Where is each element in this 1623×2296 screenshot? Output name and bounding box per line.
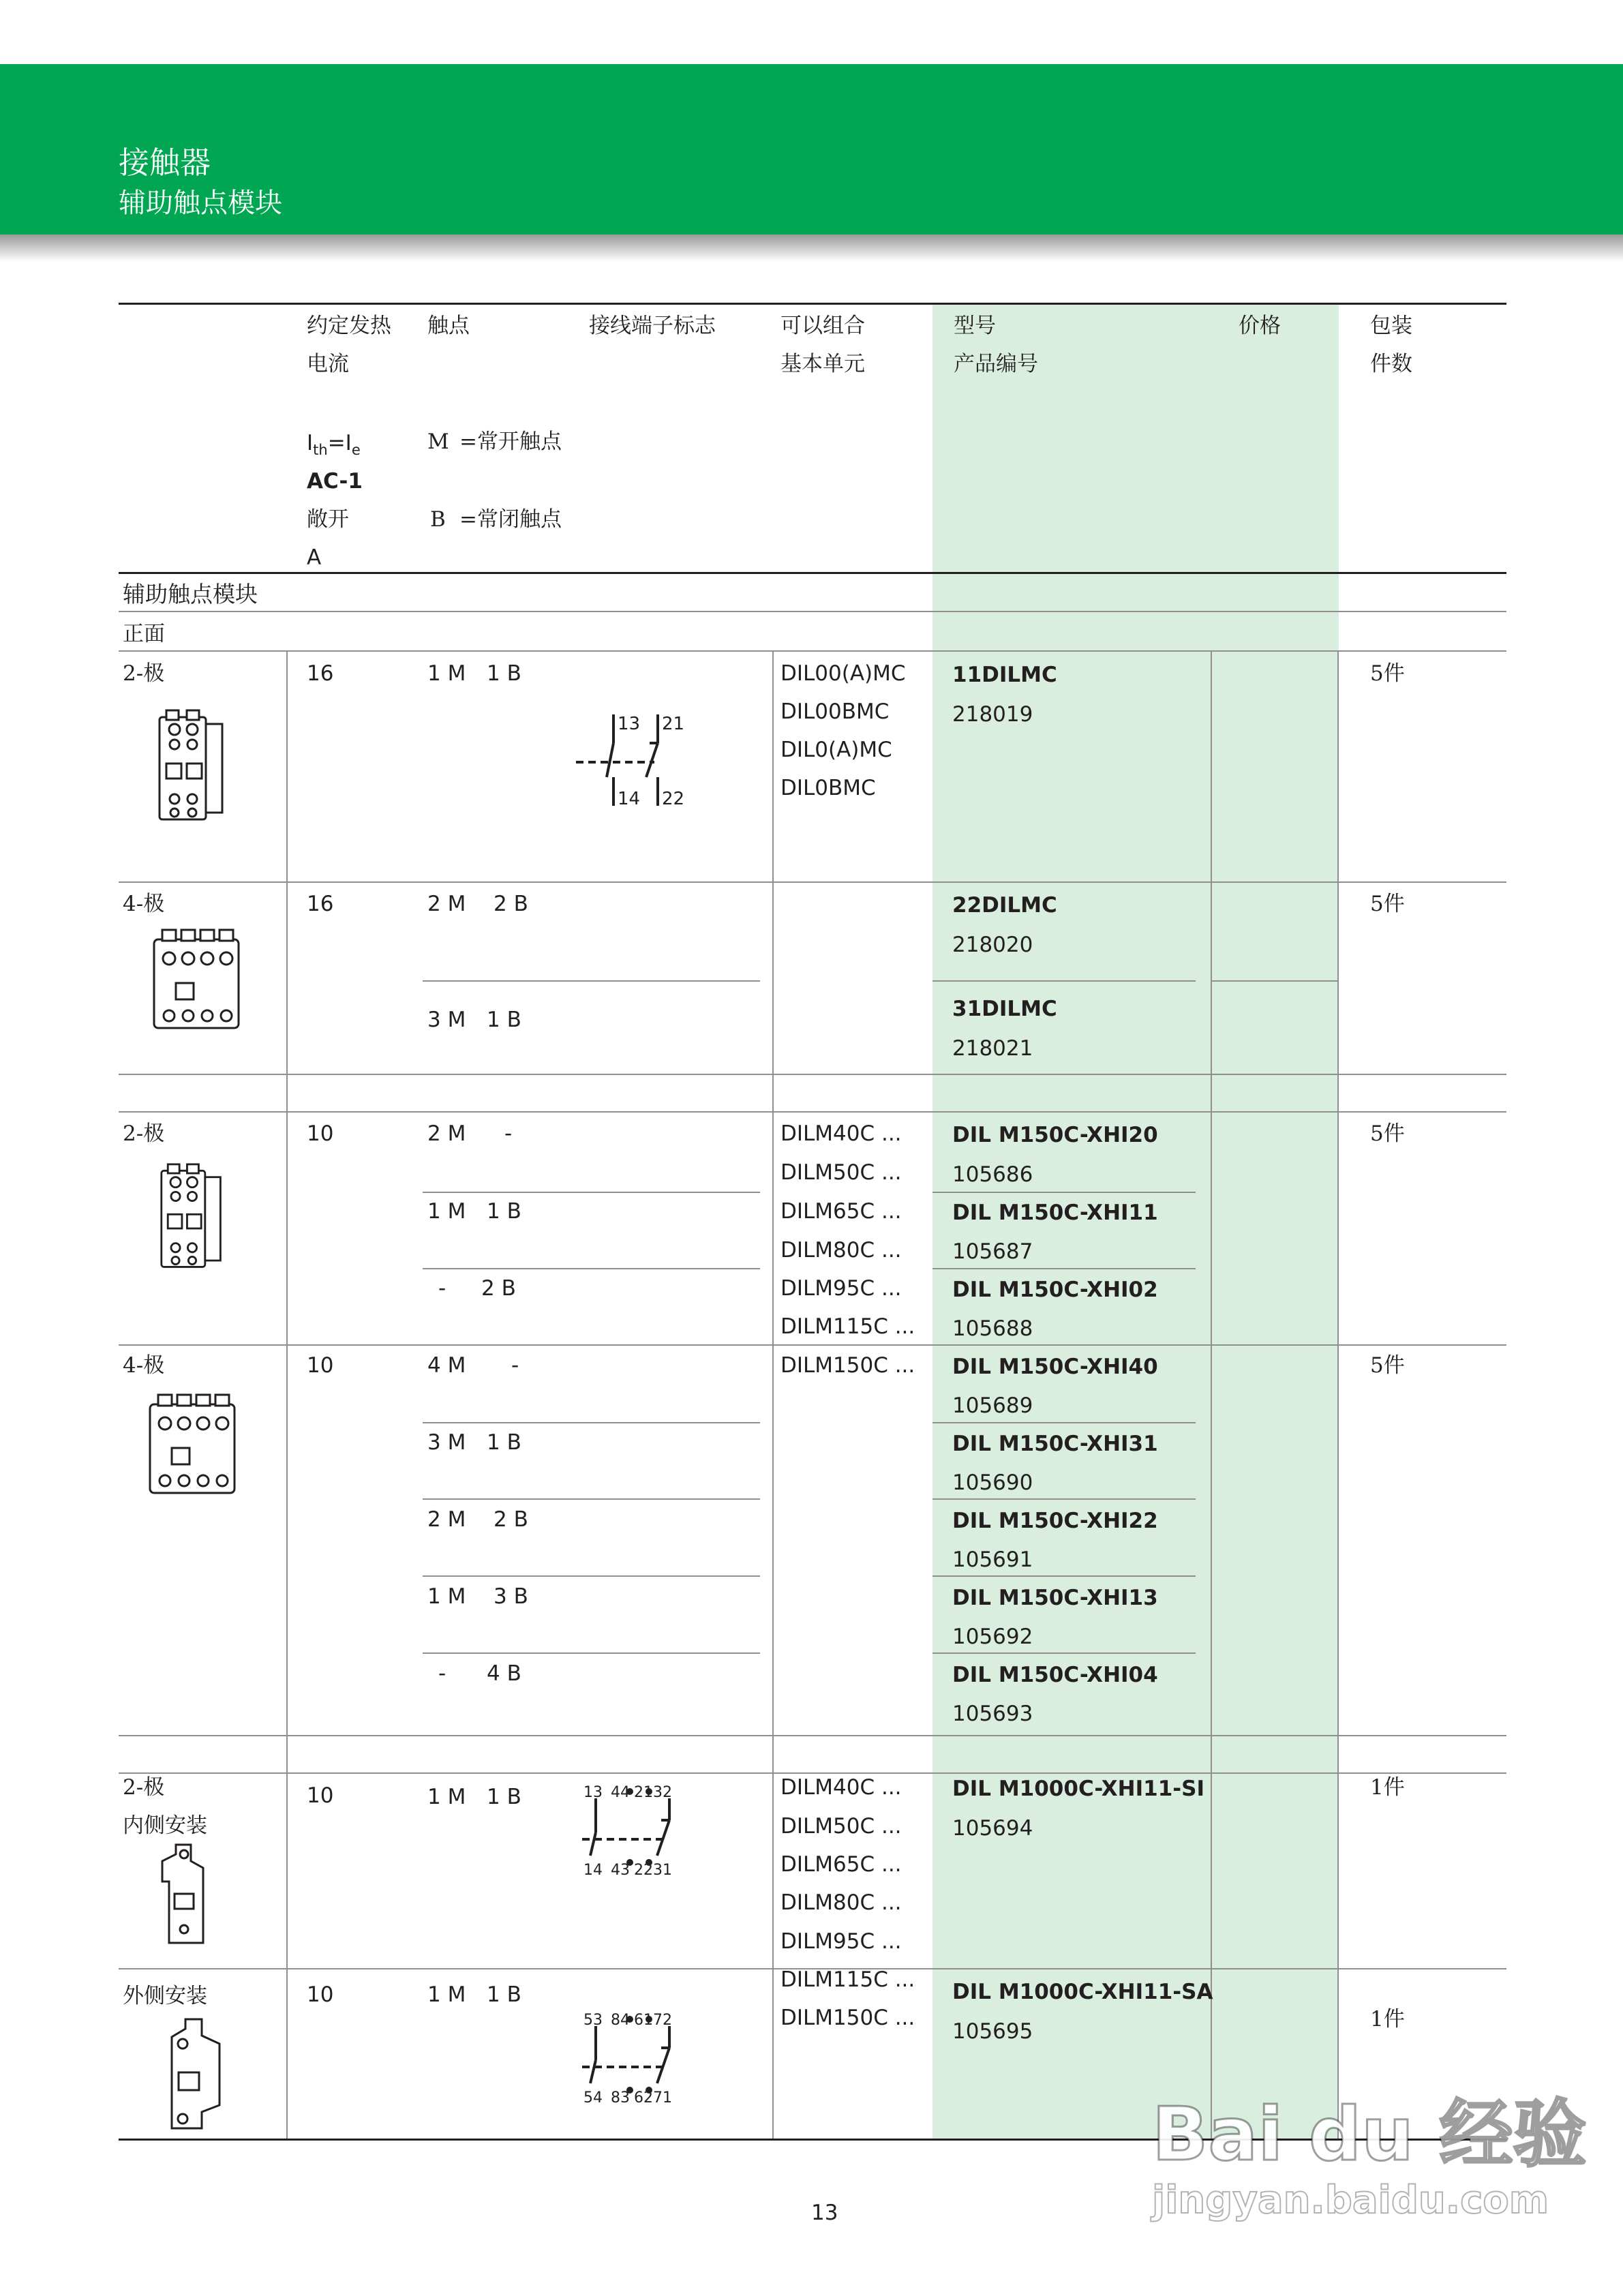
row-label: 4-极 — [123, 1353, 165, 1378]
section-title: 辅助触点模块 — [123, 581, 258, 607]
module-side-outer-image — [158, 2016, 233, 2132]
type-code: DIL M150C-XHI11 — [952, 1200, 1158, 1225]
row-rule — [423, 1498, 760, 1500]
contact-m: 2 M — [427, 1507, 466, 1532]
rated-current: 16 — [307, 661, 334, 686]
contact-b: 2 B — [494, 1507, 528, 1532]
rated-current: 16 — [307, 892, 334, 916]
col-type-1: 型号 — [954, 314, 996, 338]
row-rule — [932, 1575, 1196, 1577]
row-rule — [932, 1498, 1196, 1500]
combo-unit: DILM80C ... — [780, 1890, 902, 1915]
order-number: 105694 — [952, 1816, 1033, 1841]
pack-quantity: 1件 — [1370, 2007, 1405, 2031]
contact-b: 4 B — [487, 1661, 521, 1686]
type-code: DIL M150C-XHI20 — [952, 1123, 1158, 1147]
type-code: DIL M1000C-XHI11-SA — [952, 1980, 1213, 2004]
svg-text:53: 53 — [583, 2012, 603, 2029]
row-rule — [932, 980, 1196, 982]
legend-ith: $I_{th}=I_e$ — [307, 431, 361, 459]
type-code: DIL M150C-XHI40 — [952, 1355, 1158, 1379]
svg-text:43: 43 — [611, 1862, 630, 1879]
contact-m: 1 M — [427, 661, 466, 686]
legend-b-desc: =常闭触点 — [459, 507, 562, 532]
svg-text:14: 14 — [618, 789, 641, 809]
row-rule — [119, 1111, 1506, 1113]
page-title: 接触器 — [119, 145, 211, 181]
svg-text:22: 22 — [634, 1862, 653, 1879]
row-label: 2-极 — [123, 661, 165, 686]
contact-m: 3 M — [427, 1430, 466, 1455]
combo-unit: DILM65C ... — [780, 1852, 902, 1877]
svg-text:32: 32 — [653, 1784, 672, 1801]
order-number: 105693 — [952, 1702, 1033, 1726]
svg-text:72: 72 — [653, 2012, 672, 2029]
section-front: 正面 — [123, 622, 165, 646]
rated-current: 10 — [307, 1783, 334, 1808]
contact-b: 1 B — [487, 661, 521, 686]
col-type-2: 产品编号 — [954, 352, 1038, 376]
type-code: 11DILMC — [952, 663, 1057, 687]
combo-unit: DILM150C ... — [780, 2006, 915, 2030]
row-rule — [423, 1268, 760, 1269]
col-combo-1: 可以组合 — [780, 314, 865, 338]
combo-unit: DILM50C ... — [780, 1814, 902, 1839]
legend-m-desc: =常开触点 — [459, 429, 562, 454]
watermark-brand: Bai du 经验 — [1152, 2092, 1587, 2177]
page-number: 13 — [811, 2201, 838, 2225]
contact-b: 3 B — [494, 1584, 528, 1609]
row-rule — [119, 881, 1506, 883]
svg-text:21: 21 — [662, 714, 685, 734]
pack-quantity: 1件 — [1370, 1775, 1405, 1800]
contact-m: - — [438, 1661, 446, 1686]
row-rule — [932, 1422, 1196, 1423]
order-number: 105687 — [952, 1239, 1033, 1264]
combo-unit: DIL00(A)MC — [780, 661, 906, 686]
type-code: DIL M150C-XHI31 — [952, 1432, 1158, 1456]
col-divider — [286, 650, 288, 2139]
svg-text:83: 83 — [611, 2089, 630, 2106]
module-side-inner-image — [155, 1841, 217, 1950]
col-combo-2: 基本单元 — [780, 352, 865, 376]
legend-b: B — [430, 507, 446, 532]
combo-unit: DILM80C ... — [780, 1238, 902, 1263]
col-pack-2: 件数 — [1370, 352, 1412, 376]
row-label-mount: 内侧安装 — [123, 1813, 207, 1838]
module-2pole-image — [151, 1163, 233, 1272]
svg-text:71: 71 — [653, 2089, 672, 2106]
col-terminal: 接线端子标志 — [589, 314, 716, 338]
type-code: DIL M150C-XHI02 — [952, 1278, 1158, 1302]
combo-unit: DILM95C ... — [780, 1276, 902, 1301]
type-code: DIL M1000C-XHI11-SI — [952, 1777, 1204, 1801]
row-rule — [423, 980, 760, 982]
row-rule — [932, 1192, 1196, 1193]
module-2pole-image — [151, 709, 233, 825]
col-current-2: 电流 — [307, 352, 349, 376]
combo-unit: DIL0BMC — [780, 776, 876, 800]
row-label: 2-极 — [123, 1121, 165, 1146]
contact-b: 2 B — [481, 1276, 516, 1301]
legend-open: 敞开 — [307, 507, 349, 532]
group-rule — [119, 1074, 1506, 1075]
contact-b: 2 B — [494, 892, 528, 916]
contact-b: 1 B — [487, 1008, 521, 1032]
pack-quantity: 5件 — [1370, 1353, 1405, 1378]
col-contacts: 触点 — [427, 314, 470, 338]
contact-b: 1 B — [487, 1430, 521, 1455]
combo-unit: DILM115C ... — [780, 1314, 915, 1339]
contact-b: - — [511, 1353, 519, 1378]
row-rule — [423, 1652, 760, 1654]
row-rule — [932, 1652, 1196, 1654]
rated-current: 10 — [307, 1353, 334, 1378]
header-bottom-rule — [119, 572, 1506, 574]
row-rule — [423, 1192, 760, 1193]
combo-unit: DILM95C ... — [780, 1929, 902, 1954]
col-price: 价格 — [1239, 314, 1281, 338]
front-rule — [119, 650, 1506, 652]
col-divider — [1211, 650, 1212, 2139]
contact-b: 1 B — [487, 1982, 521, 2007]
rated-current: 10 — [307, 1121, 334, 1146]
type-code: DIL M150C-XHI22 — [952, 1509, 1158, 1533]
combo-unit: DIL0(A)MC — [780, 738, 892, 762]
type-code: 22DILMC — [952, 893, 1057, 918]
contact-m: 1 M — [427, 1584, 466, 1609]
contact-m: 3 M — [427, 1008, 466, 1032]
combo-unit: DILM40C ... — [780, 1121, 902, 1146]
svg-text:13: 13 — [618, 714, 641, 734]
wiring-symbol-side-outer — [581, 2007, 697, 2109]
order-number: 218019 — [952, 702, 1033, 727]
svg-text:61: 61 — [634, 2012, 653, 2029]
row-rule — [423, 1575, 760, 1577]
legend-unit: A — [307, 545, 322, 570]
legend-ac1: AC-1 — [307, 469, 363, 494]
svg-text:84: 84 — [611, 2012, 630, 2029]
contact-m: - — [438, 1276, 446, 1301]
col-pack-1: 包装 — [1370, 314, 1412, 338]
svg-text:44: 44 — [611, 1784, 630, 1801]
group-rule — [119, 1735, 1506, 1736]
order-number: 105688 — [952, 1316, 1033, 1341]
row-rule — [423, 1422, 760, 1423]
section-rule — [119, 611, 1506, 612]
order-number: 218020 — [952, 933, 1033, 957]
contact-b: - — [504, 1121, 513, 1146]
pack-quantity: 5件 — [1370, 892, 1405, 916]
header-shadow — [0, 235, 1623, 262]
wiring-symbol-1no-1nc — [573, 709, 688, 811]
svg-text:31: 31 — [653, 1862, 672, 1879]
svg-text:14: 14 — [583, 1862, 603, 1879]
row-rule — [932, 1268, 1196, 1269]
order-number: 105686 — [952, 1162, 1033, 1187]
order-number: 218021 — [952, 1036, 1033, 1061]
contact-b: 1 B — [487, 1199, 521, 1224]
order-number: 105691 — [952, 1547, 1033, 1572]
combo-unit: DILM65C ... — [780, 1199, 902, 1224]
combo-unit: DILM50C ... — [780, 1160, 902, 1185]
wiring-symbol-side-inner — [581, 1779, 697, 1882]
col-divider — [1337, 650, 1339, 2139]
svg-text:62: 62 — [634, 2089, 653, 2106]
order-number: 105689 — [952, 1393, 1033, 1418]
pack-quantity: 5件 — [1370, 1121, 1405, 1146]
contact-b: 1 B — [487, 1785, 521, 1809]
row-label-mount: 外侧安装 — [123, 1984, 207, 2008]
combo-unit: DILM150C ... — [780, 1353, 915, 1378]
module-4pole-image — [149, 926, 251, 1035]
combo-unit: DIL00BMC — [780, 699, 890, 724]
svg-text:13: 13 — [583, 1784, 603, 1801]
svg-text:21: 21 — [634, 1784, 653, 1801]
module-4pole-image — [145, 1391, 247, 1500]
contact-m: 2 M — [427, 1121, 466, 1146]
contact-m: 4 M — [427, 1353, 466, 1378]
contact-m: 1 M — [427, 1785, 466, 1809]
row-rule — [119, 1344, 1506, 1346]
col-current-1: 约定发热 — [307, 314, 391, 338]
pack-quantity: 5件 — [1370, 661, 1405, 686]
page-subtitle: 辅助触点模块 — [119, 187, 282, 219]
row-rule — [1211, 980, 1337, 982]
row-label: 4-极 — [123, 892, 165, 916]
type-code: DIL M150C-XHI04 — [952, 1663, 1158, 1687]
col-divider — [772, 650, 774, 2139]
svg-text:22: 22 — [662, 789, 685, 809]
combo-unit: DILM40C ... — [780, 1775, 902, 1800]
combo-unit: DILM115C ... — [780, 1967, 915, 1992]
contact-m: 1 M — [427, 1199, 466, 1224]
order-number: 105692 — [952, 1625, 1033, 1649]
legend-m: M — [427, 429, 449, 454]
watermark-url: jingyan.baidu.com — [1152, 2178, 1549, 2222]
type-code: 31DILMC — [952, 997, 1057, 1021]
contact-m: 1 M — [427, 1982, 466, 2007]
contact-m: 2 M — [427, 892, 466, 916]
rated-current: 10 — [307, 1982, 334, 2007]
type-code: DIL M150C-XHI13 — [952, 1586, 1158, 1610]
order-number: 105690 — [952, 1470, 1033, 1495]
table-top-rule — [119, 303, 1506, 305]
row-label: 2-极 — [123, 1775, 165, 1800]
order-number: 105695 — [952, 2019, 1033, 2044]
svg-text:54: 54 — [583, 2089, 603, 2106]
